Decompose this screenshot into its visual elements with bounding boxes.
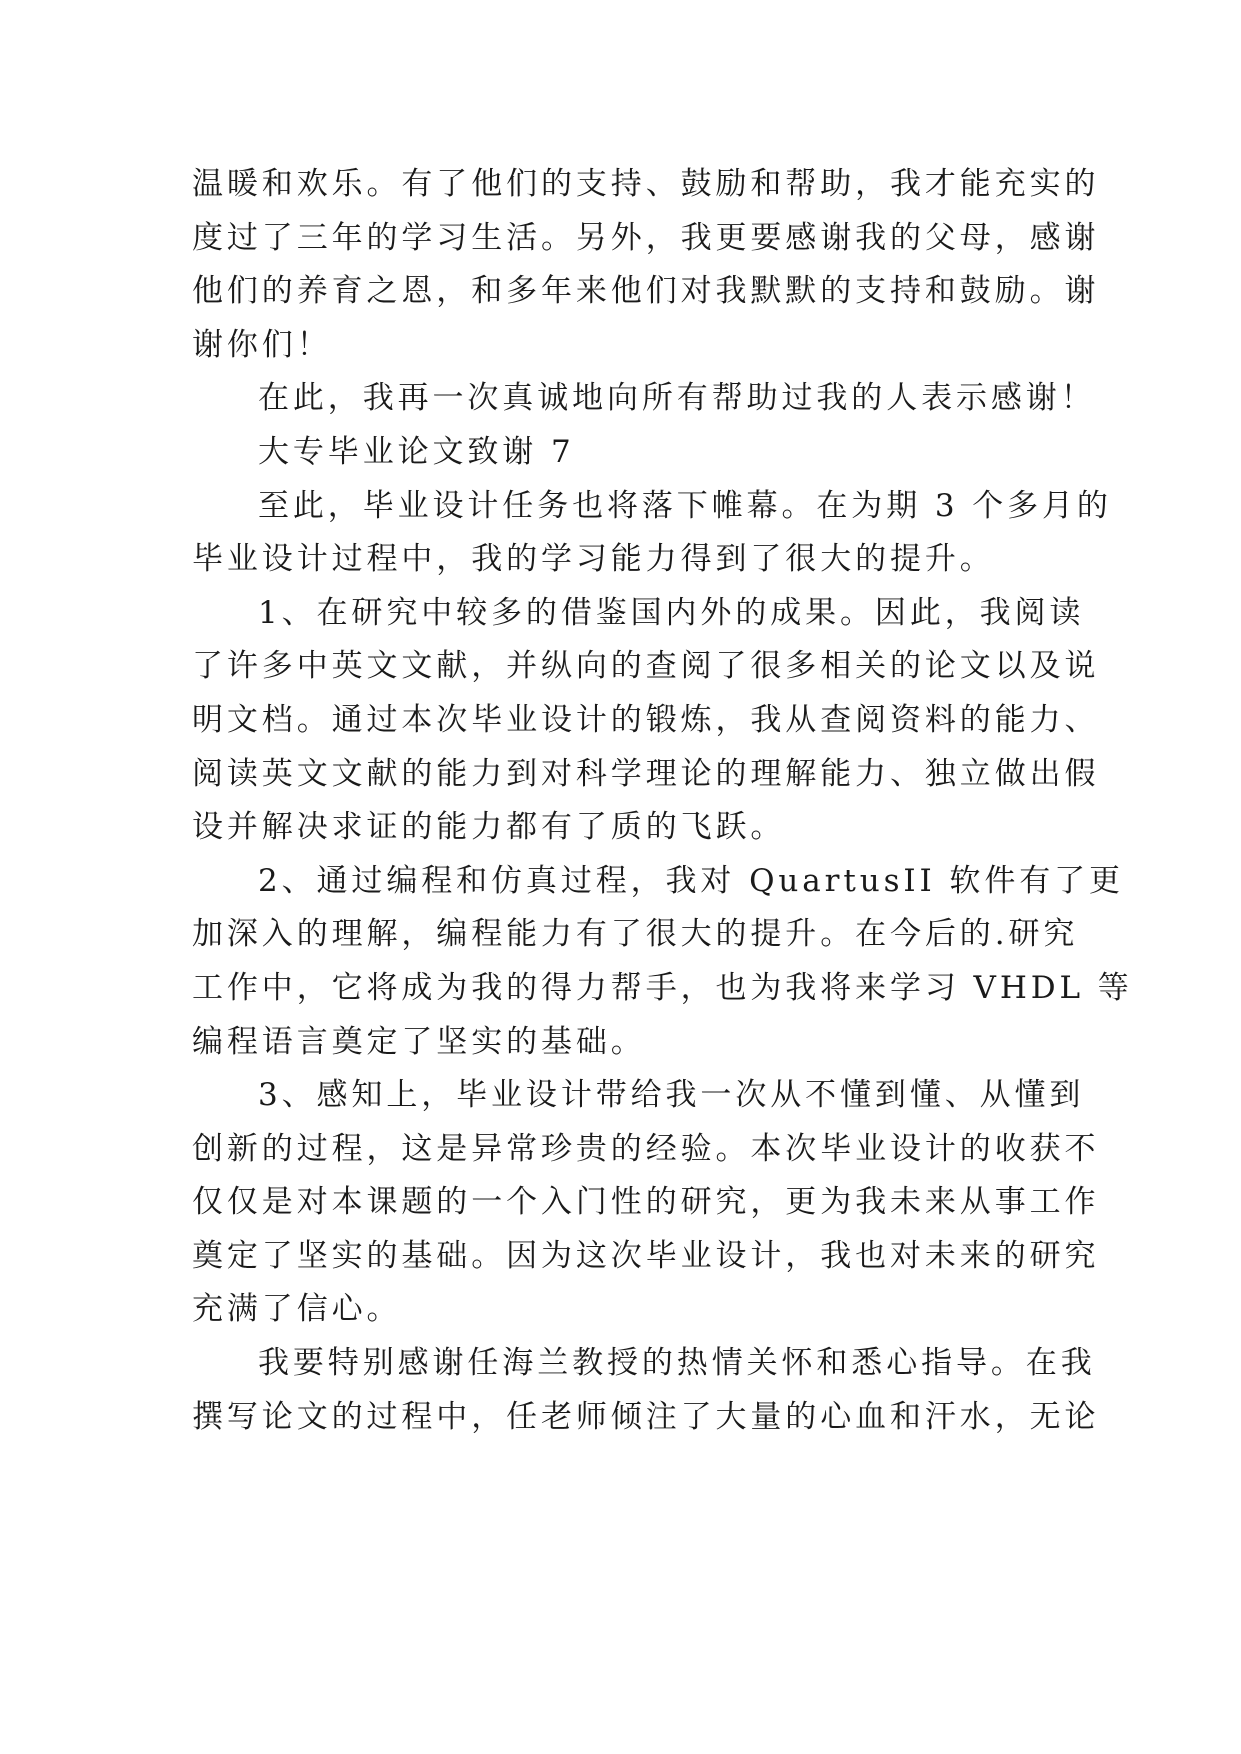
text-line: 毕业设计过程中，我的学习能力得到了很大的提升。 — [192, 541, 995, 578]
text-line: 充满了信心。 — [192, 1291, 402, 1328]
section-heading: 大专毕业论文致谢 7 — [258, 433, 575, 470]
text-line: 1、在研究中较多的借鉴国内外的成果。因此，我阅读 — [258, 594, 1085, 631]
text-line: 谢你们！ — [192, 326, 332, 363]
text-line: 他们的养育之恩，和多年来他们对我默默的支持和鼓励。谢 — [192, 273, 1100, 310]
text-line: 明文档。通过本次毕业设计的锻炼，我从查阅资料的能力、 — [192, 701, 1100, 738]
text-line: 在此，我再一次真诚地向所有帮助过我的人表示感谢！ — [258, 380, 1096, 417]
text-line: 阅读英文文献的能力到对科学理论的理解能力、独立做出假 — [192, 755, 1100, 792]
text-line: 3、感知上，毕业设计带给我一次从不懂到懂、从懂到 — [258, 1077, 1085, 1114]
text-line: 度过了三年的学习生活。另外，我更要感谢我的父母，感谢 — [192, 219, 1100, 256]
text-line: 了许多中英文文献，并纵向的查阅了很多相关的论文以及说 — [192, 648, 1100, 685]
text-line: 温暖和欢乐。有了他们的支持、鼓励和帮助，我才能充实的 — [192, 166, 1100, 202]
text-line: 设并解决求证的能力都有了质的飞跃。 — [192, 809, 786, 846]
text-line: 2、通过编程和仿真过程，我对 QuartusII 软件有了更 — [258, 862, 1124, 899]
text-line: 仅仅是对本课题的一个入门性的研究，更为我未来从事工作 — [192, 1184, 1100, 1221]
text-line: 撰写论文的过程中，任老师倾注了大量的心血和汗水，无论 — [192, 1398, 1100, 1435]
text-line: 编程语言奠定了坚实的基础。 — [192, 1023, 646, 1060]
text-line: 创新的过程，这是异常珍贵的经验。本次毕业设计的收获不 — [192, 1130, 1100, 1167]
text-line: 加深入的理解，编程能力有了很大的提升。在今后的.研究 — [192, 916, 1079, 953]
text-line: 工作中，它将成为我的得力帮手，也为我将来学习 VHDL 等 — [192, 969, 1133, 1006]
text-line: 至此，毕业设计任务也将落下帷幕。在为期 3 个多月的 — [258, 487, 1112, 524]
text-line: 我要特别感谢任海兰教授的热情关怀和悉心指导。在我 — [258, 1345, 1096, 1382]
text-line: 奠定了坚实的基础。因为这次毕业设计，我也对未来的研究 — [192, 1237, 1100, 1274]
document-body — [192, 158, 1133, 1444]
